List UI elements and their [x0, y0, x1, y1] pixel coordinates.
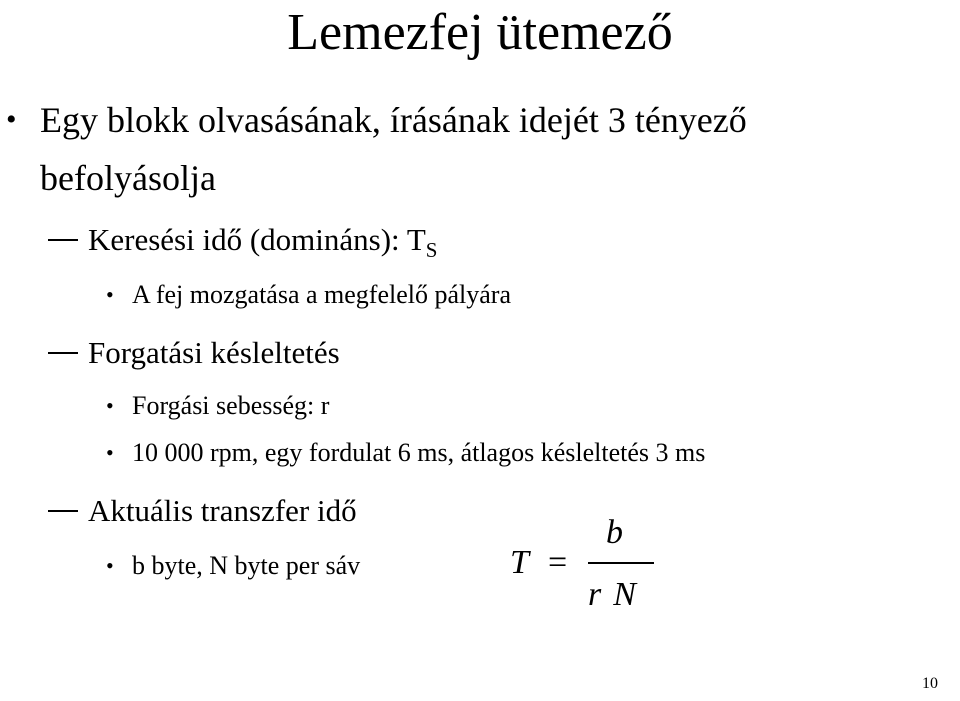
bullet-icon: • [106, 553, 114, 578]
rotation-detail-2 [106, 438, 706, 468]
seek-time-label: Keresési idő (domináns): T [88, 222, 426, 257]
bullet-icon: • [106, 393, 114, 418]
seek-time-item [88, 222, 437, 261]
fraction-bar [588, 562, 654, 564]
formula-numerator: b [606, 514, 623, 551]
rotation-detail-1-text: Forgási sebesség: r [132, 391, 330, 420]
seek-detail-item [106, 280, 511, 310]
dash-icon [48, 510, 78, 512]
transfer-item [88, 493, 357, 529]
dash-icon [48, 239, 78, 241]
rotation-item [88, 335, 340, 371]
bullet-icon: • [106, 440, 114, 465]
formula-denominator-r: r [588, 576, 602, 613]
rotation-detail-2-text: 10 000 rpm, egy fordulat 6 ms, átlagos késleltetés 3 ms [132, 438, 706, 467]
slide-title: Lemezfej ütemező [287, 4, 673, 61]
intro-bullet-line-1 [6, 100, 747, 140]
page-number: 10 [922, 675, 938, 692]
bullet-icon: • [6, 103, 17, 136]
formula-equals: = [548, 544, 568, 581]
formula-denominator [588, 576, 636, 614]
transfer-detail-text: b byte, N byte per sáv [132, 551, 361, 580]
seek-detail-text: A fej mozgatása a megfelelő pályára [132, 280, 511, 309]
intro-text-line-1: Egy blokk olvasásának, írásának idejét 3 tényező [40, 100, 747, 140]
intro-text-line-2: befolyásolja [40, 158, 216, 198]
formula-denominator-n: N [613, 576, 636, 613]
rotation-detail-1 [106, 391, 330, 421]
transfer-time-formula [510, 514, 660, 620]
transfer-label: Aktuális transzfer idő [88, 493, 357, 528]
seek-time-subscript: S [425, 238, 438, 262]
dash-icon [48, 352, 78, 354]
formula-lhs: T [510, 544, 529, 581]
bullet-icon: • [106, 282, 114, 307]
transfer-detail [106, 551, 361, 581]
rotation-label: Forgatási késleltetés [88, 335, 340, 370]
